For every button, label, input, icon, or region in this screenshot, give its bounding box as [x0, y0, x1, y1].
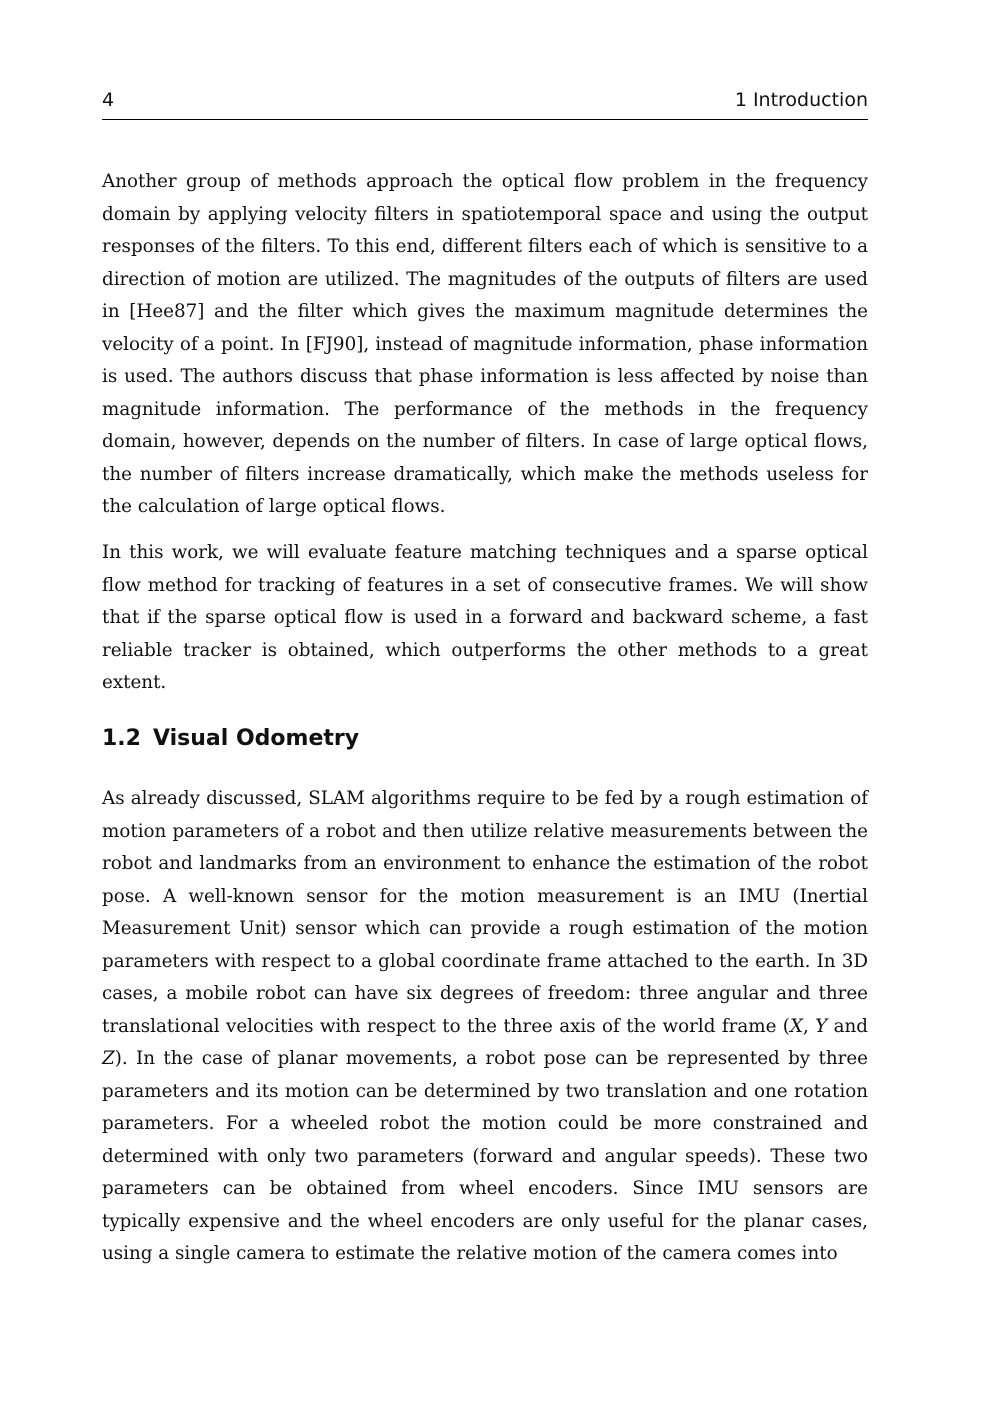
and-word: and	[827, 1015, 868, 1037]
math-separator: ,	[802, 1015, 816, 1037]
paragraph-this-work: In this work, we will evaluate feature matching techniques and a sparse optical flow method for tracking of features in a set of consecutive frames. We will show that if the sparse optical flow is used in a forward and backward scheme, a fast reliable tracker is obtained, which outperforms the other methods to a great extent.	[102, 542, 868, 693]
math-var-y: Y	[815, 1015, 828, 1037]
chapter-title: 1 Introduction	[734, 89, 868, 111]
math-var-z: Z	[102, 1048, 115, 1069]
section-title: Visual Odometry	[152, 726, 360, 751]
paragraph-frequency-domain-methods: Another group of methods approach the optical flow problem in the frequency domain by applying velocity filters in spatiotemporal space and using the output responses of the filters. To this end, different filters each of which is sensitive to a direction of motion are utilized. The magnitudes of the outputs of filters are used in [Hee87] and the filter which gives the maximum magnitude determines the velocity of a point. In [FJ90], instead of magnitude information, phase information is used. The authors discuss that phase information is less affected by noise than magnitude information. The performance of the methods in the frequency domain, however, depends on the number of filters. In case of large optical flows, the number of filters increase dramatically, which make the methods useless for the calculation of large optical flows.	[102, 171, 868, 517]
paragraph-visual-odometry	[102, 783, 868, 1271]
section-number: 1.2	[102, 726, 141, 751]
running-header	[102, 86, 868, 120]
section-heading	[102, 726, 359, 751]
visual-odometry-text-part1: As already discussed, SLAM algorithms require to be fed by a rough estimation of motion parameters of a robot and then utilize relative measurements between the robot and landmarks from an environment to enhance the estimation of the robot pose. A well-known sensor for the motion measurement is an IMU (Inertial Measurement Unit) sensor which can provide a rough estimation of the motion parameters with respect to a global coordinate frame attached to the earth. In 3D cases, a mobile robot can have six degrees of freedom: three angular and three translational velocities with respect to the three axis of the world frame (	[102, 788, 868, 1037]
visual-odometry-text-part2: ). In the case of planar movements, a robot pose can be represented by three parameters and its motion can be determined by two translation and one rotation parameters. For a wheeled robot the motion could be more constrained and determined with only two parameters (forward and angular speeds). These two parameters can be obtained from wheel encoders. Since IMU sensors are typically expensive and the wheel encoders are only useful for the planar cases, using a single camera to estimate the relative motion of the camera comes into	[102, 1048, 868, 1264]
math-var-x: X	[789, 1015, 803, 1037]
page-number: 4	[102, 89, 115, 111]
